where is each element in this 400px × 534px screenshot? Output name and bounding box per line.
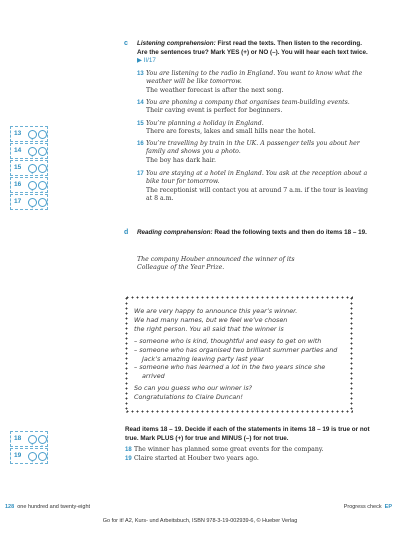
answer-box: 16 + –	[10, 177, 48, 193]
answer-box: 13 + –	[10, 126, 48, 142]
list-item: 15 You’re planning a holiday in England. There are forests, lakes and small hills near the hotel.	[137, 120, 316, 136]
answer-box: 18 + –	[10, 431, 48, 447]
section-d-task: Read items 18 – 19. Decide if each of the statements in items 18 – 19 is true or not true. Mark PLUS (+) for true and MINUS (–) for not true.	[125, 426, 370, 442]
list-item: 13 You are listening to the radio in England. You want to know what the weather will be like tomorrow. The weather forecast is after the next song.	[137, 70, 363, 94]
answer-box: 19 + –	[10, 448, 48, 464]
answer-box: 17 + –	[10, 194, 48, 210]
list-item: 16 You’re travelling by train in the UK. A passenger tells you about her family and shows you a photo. The boy has dark hair.	[137, 140, 360, 164]
list-item: 14 You are phoning a company that organises team-building events. Their caving event is perfect for beginners.	[137, 99, 350, 115]
answer-box: 15 + –	[10, 160, 48, 176]
winner-announcement-note	[125, 296, 353, 413]
audio-play-icon[interactable]: ▶ II/17	[137, 57, 156, 65]
page-number: 128 one hundred and twenty-eight	[5, 504, 91, 510]
list-item: 19 Claire started at Houber two years ago.	[125, 455, 259, 462]
answer-box: 14 + –	[10, 143, 48, 159]
section-d-intro: The company Houber announced the winner of its Colleague of the Year Prize.	[137, 256, 295, 272]
section-letter-d: d	[124, 229, 129, 236]
list-item: 17 You are staying at a hotel in England. You ask at the reception about a bike tour for tomorrow. The receptionist will contact you at around 7 a.m. if the tour is leaving at 8 a.m.	[137, 170, 368, 203]
copyright-line: Go for it! A2, Kurs- und Arbeitsbuch, ISBN 978-3-19-002939-6, © Hueber Verlag	[102, 518, 298, 524]
progress-check-label: Progress check EP	[343, 504, 392, 510]
note-text: We are very happy to announce this year’s winner. We had many names, but we feel we’ve chosen the right person. You all said that the winner is – someone who is kind, thoughtful and easy to get on with – someone who has organised two brilliant summer parties and Jack’s amazing leaving party last year – someone who has learned a lot in the two years since she arrived So can you guess who our winner is? Congratulations to Claire Duncan!	[134, 307, 338, 402]
section-c-instruction: Listening comprehension: First read the texts. Then listen to the recording. Are the sentences true? Mark YES (+) or NO (–). You will hear each text twice. ▶ II/17	[137, 40, 368, 65]
section-d-instruction: Reading comprehension: Read the following texts and then do items 18 – 19.	[137, 229, 367, 236]
section-letter-c: c	[124, 40, 128, 47]
list-item: 18 The winner has planned some great events for the company.	[125, 446, 324, 453]
